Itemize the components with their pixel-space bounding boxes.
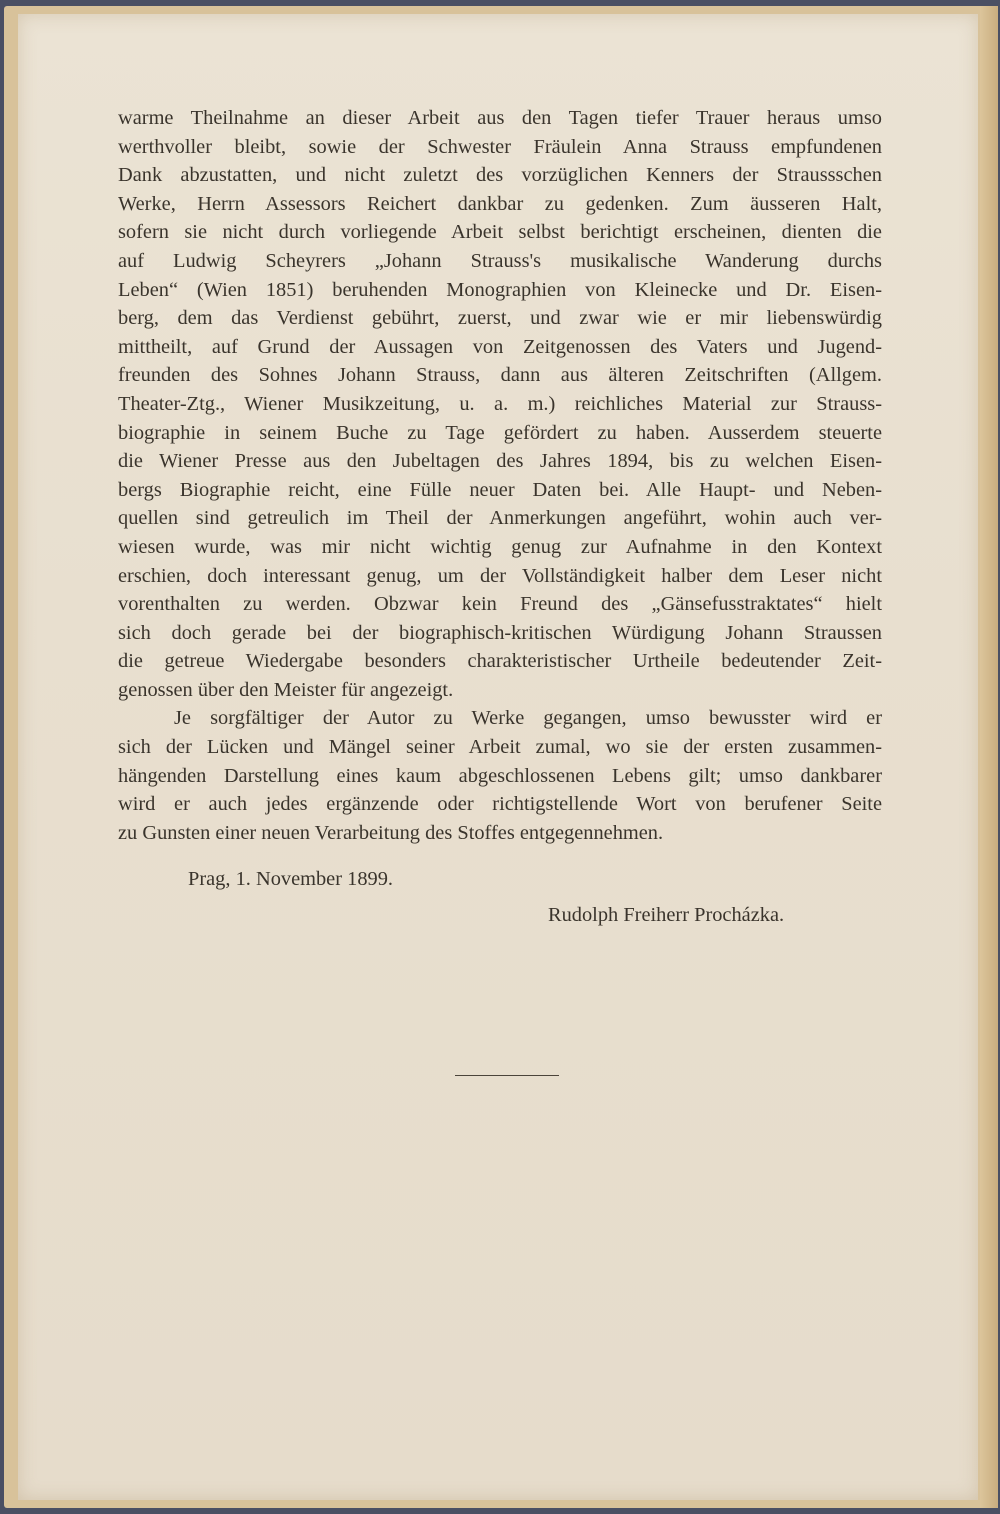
text-line: mittheilt, auf Grund der Aussagen von Zeitgenossen des Vaters und Jugend- <box>118 335 882 358</box>
text-line: Je sorgfältiger der Autor zu Werke gegangen, umso bewusster wird er <box>174 707 882 730</box>
text-line: sofern sie nicht durch vorliegende Arbeit selbst berichtigt erscheinen, dienten die <box>118 221 882 244</box>
text-line: Dank abzustatten, und nicht zuletzt des vorzüglichen Kenners der Straussschen <box>118 164 882 187</box>
text-line: erschien, doch interessant genug, um der Vollständigkeit halber dem Leser nicht <box>118 564 882 587</box>
text-line: die Wiener Presse aus den Jubeltagen des Jahres 1894, bis zu welchen Eisen- <box>118 450 882 473</box>
paragraph-1 <box>118 104 882 704</box>
text-line: auf Ludwig Scheyrers „Johann Strauss's musikalische Wanderung durchs <box>118 249 882 272</box>
text-line: Werke, Herrn Assessors Reichert dankbar zu gedenken. Zum äusseren Halt, <box>118 192 882 215</box>
paragraph-2 <box>118 704 882 847</box>
main-text <box>118 104 882 847</box>
text-line: bergs Biographie reicht, eine Fülle neuer Daten bei. Alle Haupt- und Neben- <box>118 478 882 501</box>
text-line: Theater-Ztg., Wiener Musikzeitung, u. a. m.) reichliches Material zur Strauss- <box>118 392 882 415</box>
text-line: sich doch gerade bei der biographisch-kritischen Würdigung Johann Straussen <box>118 621 882 644</box>
text-line: werthvoller bleibt, sowie der Schwester Fräulein Anna Strauss empfundenen <box>118 135 882 158</box>
text-line: biographie in seinem Buche zu Tage gefördert zu haben. Ausserdem steuerte <box>118 421 882 444</box>
text-line: warme Theilnahme an dieser Arbeit aus den Tagen tiefer Trauer heraus umso <box>118 107 882 129</box>
text-line: die getreue Wiedergabe besonders charakteristischer Urtheile bedeutender Zeit- <box>118 650 882 673</box>
text-line: zu Gunsten einer neuen Verarbeitung des Stoffes entgegennehmen. <box>118 821 664 844</box>
text-line: berg, dem das Verdienst gebührt, zuerst, und zwar wie er mir liebenswürdig <box>118 307 882 330</box>
text-line: freunden des Sohnes Johann Strauss, dann aus älteren Zeitschriften (Allgem. <box>118 364 882 387</box>
section-rule <box>455 1075 559 1076</box>
text-line: quellen sind getreulich im Theil der Anmerkungen angeführt, wohin auch ver- <box>118 507 882 530</box>
text-line: Leben“ (Wien 1851) beruhenden Monographien von Kleinecke und Dr. Eisen- <box>118 278 882 301</box>
place-and-date: Prag, 1. November 1899. <box>188 868 394 890</box>
text-line: vorenthalten zu werden. Obzwar kein Freund des „Gänsefusstraktates“ hielt <box>118 593 882 616</box>
page-edge <box>980 6 998 1508</box>
text-line: wird er auch jedes ergänzende oder richtigstellende Wort von berufener Seite <box>118 793 882 816</box>
text-line: sich der Lücken und Mängel seiner Arbeit zumal, wo sie der ersten zusammen- <box>118 736 882 759</box>
text-line: wiesen wurde, was mir nicht wichtig genug zur Aufnahme in den Kontext <box>118 535 882 558</box>
text-line: hängenden Darstellung eines kaum abgeschlossenen Lebens gilt; umso dankbarer <box>118 764 882 787</box>
author-signature: Rudolph Freiherr Procházka. <box>548 904 785 926</box>
text-line: genossen über den Meister für angezeigt. <box>118 678 454 701</box>
